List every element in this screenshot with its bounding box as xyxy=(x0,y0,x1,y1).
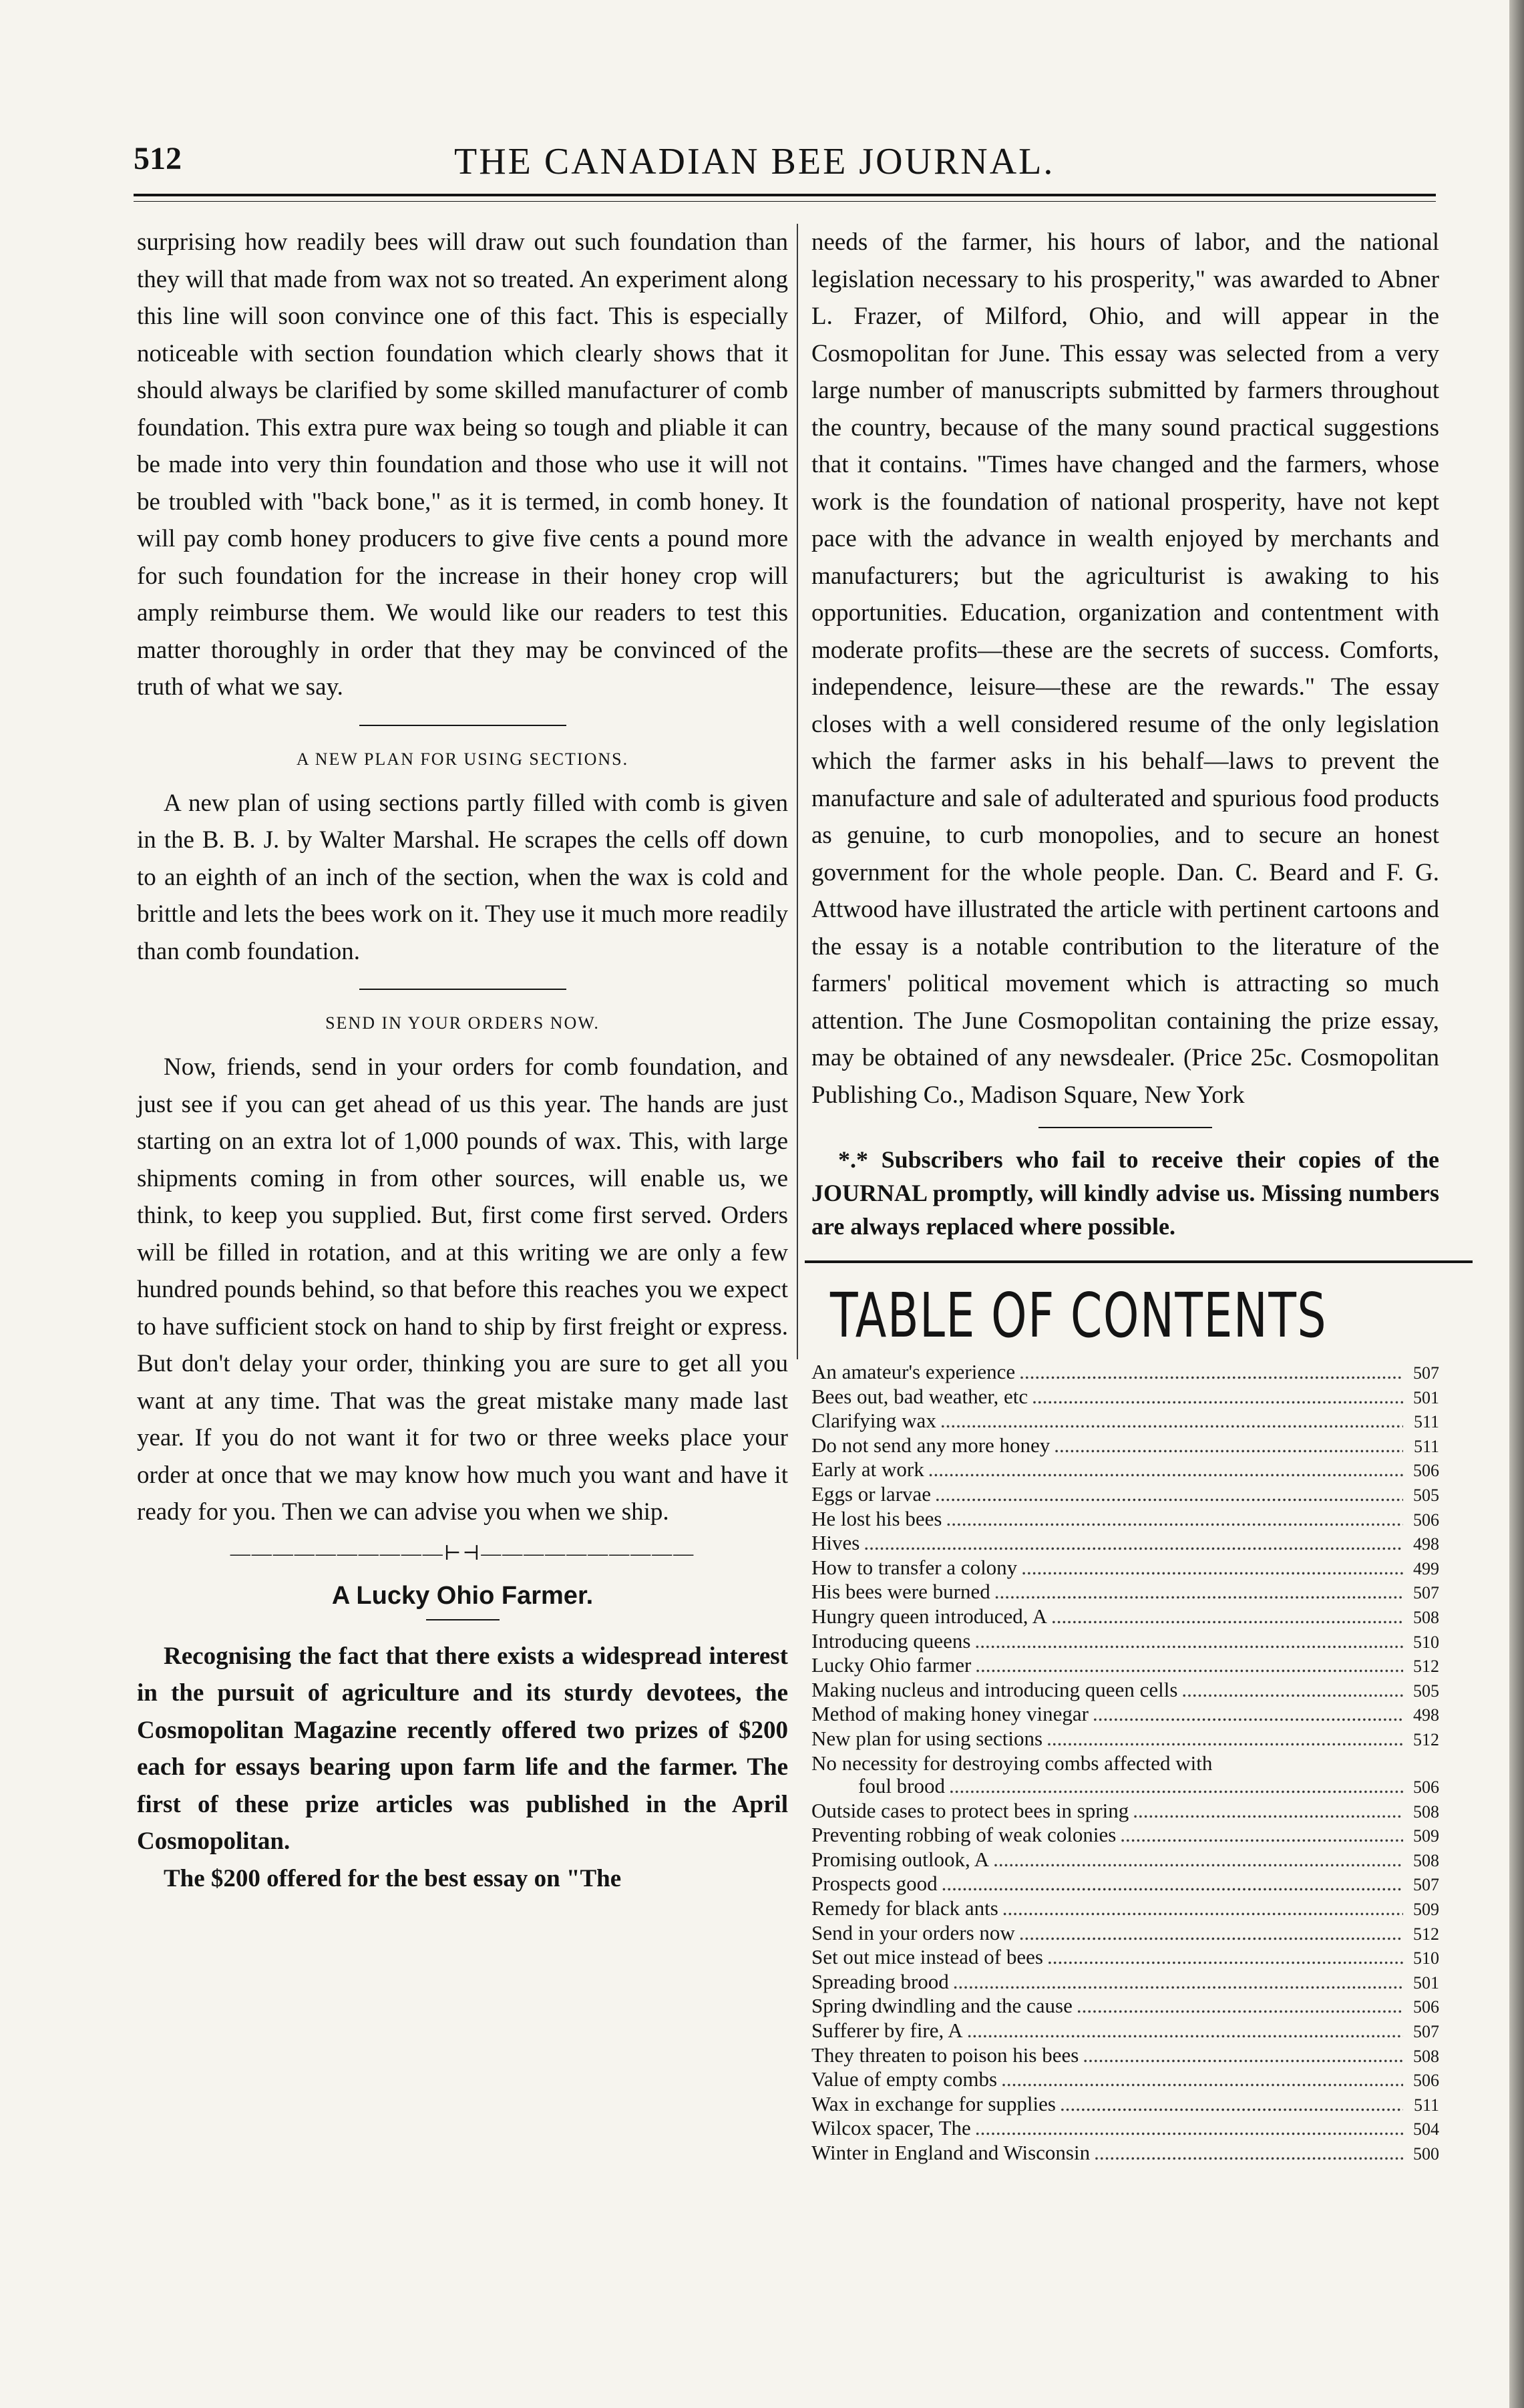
toc-entry-title: Clarifying wax xyxy=(811,1409,936,1433)
page-header xyxy=(134,140,1436,200)
toc-entry xyxy=(811,1458,1439,1483)
toc-leader-dots xyxy=(1001,2068,1403,2091)
section-heading-orders: SEND IN YOUR ORDERS NOW. xyxy=(325,1013,600,1033)
toc-entry-title: Value of empty combs xyxy=(811,2067,998,2091)
toc-entry-page: 506 xyxy=(1413,1510,1439,1530)
toc-leader-dots xyxy=(993,1848,1403,1872)
toc-entry-title: His bees were burned xyxy=(811,1580,990,1604)
toc-entry-title: Bees out, bad weather, etc xyxy=(811,1384,1028,1408)
header-rule xyxy=(134,194,1436,202)
subscriber-notice: *.* Subscribers who fail to receive their copies of the JOURNAL promptly, will kindly advise us. Missing numbers are always replaced where possible. xyxy=(811,1146,1439,1240)
notice-rule xyxy=(805,1260,1473,1263)
toc-entry-page: 508 xyxy=(1413,1850,1439,1870)
toc-entry-page: 511 xyxy=(1413,2095,1439,2115)
toc-entry xyxy=(811,1580,1439,1605)
toc-entry-title: Wax in exchange for supplies xyxy=(811,2091,1056,2115)
toc-leader-dots xyxy=(975,1654,1403,1677)
toc-leader-dots xyxy=(975,2117,1403,2140)
left-paragraph-3: Now, friends, send in your orders for comb foundation, and just see if you can get ahead of us this year. The hands are just starting on an extra lot of 1,000 pounds of wax. This, with large shipments coming in from other sources, will enable us, we think, to keep you supplied. But, first come first served. Orders will be filled in rotation, and at this writing we are only a few hundred pounds behind, so that before this reaches you we expect to have sufficient stock on hand to ship by first freight or express. But don't delay your order, thinking you are sure to get all you want at any time. That was the great mistake many made last year. If you do not want it for two or three weeks place your order at once that we may know how much you want and have it ready for you. Then we can advise you when we ship. xyxy=(137,1053,788,1526)
toc-leader-dots xyxy=(1120,1824,1403,1847)
toc-entry-title: Prospects good xyxy=(811,1872,938,1896)
column-divider xyxy=(797,224,798,1359)
toc-entry xyxy=(811,1508,1439,1532)
toc-entry xyxy=(811,1922,1439,1946)
toc-leader-dots xyxy=(953,1970,1403,1994)
left-paragraph-2: A new plan of using sections partly filled with comb is given in the B. B. J. by Walter Marshal. He scrapes the cells off down to an eighth of an inch of the section, when the wax is cold and brittle and lets the bees work on it. They use it much more readily than comb foundation. xyxy=(137,789,788,965)
toc-entry xyxy=(811,2093,1439,2117)
toc-entry-page: 506 xyxy=(1413,1461,1439,1481)
toc-entry-title: Method of making honey vinegar xyxy=(811,1702,1089,1726)
toc-leader-dots xyxy=(1060,2093,1403,2116)
toc-entry xyxy=(811,2117,1439,2141)
toc-entry-title: Promising outlook, A xyxy=(811,1847,990,1871)
toc-entry-title: Spring dwindling and the cause xyxy=(811,1994,1073,2018)
toc-entry-title: New plan for using sections xyxy=(811,1726,1043,1750)
toc-entry-title: Set out mice instead of bees xyxy=(811,1945,1043,1969)
toc-entry-title: Hives xyxy=(811,1531,860,1555)
section-heading-new-plan: A NEW PLAN FOR USING SECTIONS. xyxy=(296,749,629,769)
article-title: A Lucky Ohio Farmer. xyxy=(331,1581,594,1610)
right-column xyxy=(811,224,1439,2166)
toc-entry xyxy=(811,1872,1439,1897)
toc-leader-dots xyxy=(1047,1946,1403,1969)
page-binding-edge xyxy=(1509,0,1524,2408)
toc-entry xyxy=(811,1361,1439,1385)
toc-leader-dots xyxy=(946,1508,1403,1531)
toc-entry xyxy=(811,1556,1439,1581)
toc-entry-title: Outside cases to protect bees in spring xyxy=(811,1798,1129,1822)
toc-leader-dots xyxy=(1094,2141,1403,2165)
section-rule xyxy=(359,989,566,990)
toc-entry-page: 510 xyxy=(1413,1632,1439,1652)
toc-entry-page: 507 xyxy=(1413,1875,1439,1895)
toc-entry-page: 508 xyxy=(1413,1801,1439,1822)
toc-leader-dots xyxy=(1032,1385,1403,1409)
toc-leader-dots xyxy=(1133,1799,1403,1823)
toc-entry-title: Lucky Ohio farmer xyxy=(811,1653,972,1677)
toc-entry-page: 501 xyxy=(1413,1972,1439,1993)
toc-entry-page: 505 xyxy=(1413,1681,1439,1701)
toc-leader-dots xyxy=(994,1580,1403,1604)
toc-entry-title: Wilcox spacer, The xyxy=(811,2116,971,2140)
toc-entry xyxy=(811,1385,1439,1410)
toc-entry xyxy=(811,1752,1439,1775)
toc-entry-page: 512 xyxy=(1413,1657,1439,1677)
toc-entry-page: 500 xyxy=(1413,2144,1439,2164)
toc-leader-dots xyxy=(1181,1679,1403,1702)
toc-entry-title: Remedy for black ants xyxy=(811,1896,998,1920)
toc-entry xyxy=(811,1995,1439,2019)
toc-entry-title: Spreading brood xyxy=(811,1969,949,1993)
toc-entry-page: 498 xyxy=(1413,1534,1439,1554)
toc-entry-page: 499 xyxy=(1413,1558,1439,1578)
toc-entry-page: 498 xyxy=(1413,1705,1439,1725)
toc-entry-page: 504 xyxy=(1413,2119,1439,2139)
toc-entry-page: 509 xyxy=(1413,1900,1439,1920)
journal-title: THE CANADIAN BEE JOURNAL. xyxy=(454,141,1055,182)
toc-leader-dots xyxy=(942,1872,1403,1896)
toc-entry-page: 511 xyxy=(1413,1436,1439,1456)
section-rule xyxy=(359,725,566,726)
toc-entry-page: 506 xyxy=(1413,2071,1439,2091)
toc-entry-page: 507 xyxy=(1413,2022,1439,2042)
toc-entry xyxy=(811,1970,1439,1995)
toc-entry-page: 501 xyxy=(1413,1387,1439,1407)
page-number: 512 xyxy=(134,141,182,176)
toc-entry-page: 507 xyxy=(1413,1583,1439,1603)
section-rule xyxy=(1038,1127,1212,1128)
toc-leader-dots xyxy=(1093,1703,1403,1726)
toc-entry-title: foul brood xyxy=(858,1774,946,1798)
toc-entry-page: 505 xyxy=(1413,1485,1439,1505)
toc-entry-page: 507 xyxy=(1413,1363,1439,1383)
toc-entry-title: Hungry queen introduced, A xyxy=(811,1604,1047,1628)
toc-entry-page: 509 xyxy=(1413,1826,1439,1846)
toc-entry-title: He lost his bees xyxy=(811,1506,942,1530)
toc-leader-dots xyxy=(1046,1727,1403,1751)
toc-entry xyxy=(811,1703,1439,1727)
toc-entry-title: How to transfer a colony xyxy=(811,1555,1018,1579)
toc-entry-page: 510 xyxy=(1413,1948,1439,1968)
toc-entry xyxy=(811,1679,1439,1703)
toc-entry xyxy=(811,1848,1439,1873)
title-rule xyxy=(426,1619,500,1620)
toc-leader-dots xyxy=(1002,1897,1403,1920)
toc-entry xyxy=(811,1605,1439,1630)
toc-entry-title: Eggs or larvae xyxy=(811,1482,932,1506)
toc-entry xyxy=(811,1727,1439,1752)
toc-entry xyxy=(811,1799,1439,1824)
left-paragraph-4: Recognising the fact that there exists a widespread interest in the pursuit of agriculture and its sturdy devotees, the Cosmopolitan Magazine recently offered two prizes of $200 each for essays bearing upon farm life and the farmer. The first of these prize articles was published in the April Cosmopolitan. xyxy=(137,1642,788,1855)
toc-leader-dots xyxy=(1051,1605,1403,1628)
toc-entry xyxy=(811,2141,1439,2166)
toc-leader-dots xyxy=(1077,1995,1403,2018)
toc-leader-dots xyxy=(935,1483,1403,1506)
toc-entry xyxy=(811,1630,1439,1655)
toc-leader-dots xyxy=(1019,1361,1403,1384)
toc-leader-dots xyxy=(967,2019,1403,2043)
toc-entry-page: 511 xyxy=(1413,1412,1439,1432)
toc-entry-title: They threaten to poison his bees xyxy=(811,2043,1079,2067)
toc-leader-dots xyxy=(974,1630,1403,1653)
toc-leader-dots xyxy=(1021,1556,1403,1580)
toc-entry-page: 512 xyxy=(1413,1729,1439,1749)
toc-leader-dots xyxy=(928,1458,1403,1482)
toc-entry-title: An amateur's experience xyxy=(811,1360,1016,1383)
toc-entry xyxy=(811,2068,1439,2093)
toc-leader-dots xyxy=(864,1532,1403,1555)
ornamental-divider: ——————————⊢⊣—————————— xyxy=(230,1542,695,1564)
toc-entry-title: Early at work xyxy=(811,1457,924,1482)
toc-entry-page: 512 xyxy=(1413,1924,1439,1944)
toc-entry-title: Do not send any more honey xyxy=(811,1433,1051,1457)
left-paragraph-1: surprising how readily bees will draw out such foundation than they will that made from wax not so treated. An experiment along this line will soon convince one of this fact. This is especially noticeable with section foundation which clearly shows that it should always be clarified by some skilled manufacturer of comb foundation. This extra pure wax being so tough and pliable it can be made into very thin foundation and those who use it will not be troubled with "back bone," as it is termed, in comb honey. It will pay comb honey producers to give five cents a pound more for such foundation for the increase in their honey crop will amply reimburse them. We would like our readers to test this matter thoroughly in order that they may be convinced of the truth of what we say. xyxy=(137,228,788,701)
toc-entry-page: 508 xyxy=(1413,1607,1439,1627)
toc-leader-dots xyxy=(1083,2044,1403,2067)
toc-entry-title: Sufferer by fire, A xyxy=(811,2019,963,2043)
toc-entry xyxy=(811,1483,1439,1508)
toc-title: TABLE OF CONTENTS xyxy=(830,1280,1328,1351)
toc-entry xyxy=(811,1824,1439,1848)
left-column xyxy=(137,224,788,1897)
toc-entry xyxy=(811,1532,1439,1556)
toc-leader-dots xyxy=(940,1409,1403,1433)
toc-entry xyxy=(811,1775,1439,1799)
toc-leader-dots xyxy=(1019,1922,1403,1945)
toc-entry xyxy=(811,1409,1439,1434)
toc-entry-title: No necessity for destroying combs affected with xyxy=(811,1751,1213,1775)
right-paragraph-1: needs of the farmer, his hours of labor, and the national legislation necessary to his prosperity," was awarded to Abner L. Frazer, of Milford, Ohio, and will appear in the Cosmopolitan for June. This essay was selected from a very large number of manuscripts submitted by farmers throughout the country, because of the many sound practical suggestions that it contains. "Times have changed and the farmers, whose work is the foundation of national prosperity, have not kept pace with the advance in wealth enjoyed by merchants and manufacturers; but the agriculturist is awaking to his opportunities. Education, organization and contentment with moderate profits—these are the secrets of success. Comforts, independence, leisure—these are the rewards." The essay closes with a well considered resume of the only legislation which the farmer asks in his behalf—laws to prevent the manufacture and sale of adulterated and spurious food products as genuine, to curb monopolies, and to secure an honest government for the whole people. Dan. C. Beard and F. G. Attwood have illustrated the article with pertinent cartoons and the essay is a notable contribution to the literature of the farmers' political movement which is attracting so much attention. The June Cosmopolitan containing the prize essay, may be obtained of any newsdealer. (Price 25c. Cosmopolitan Publishing Co., Madison Square, New York xyxy=(811,228,1439,1109)
toc-entry-title: Winter in England and Wisconsin xyxy=(811,2141,1091,2164)
toc-leader-dots xyxy=(949,1775,1403,1798)
toc-entry xyxy=(811,1946,1439,1970)
toc-entry-page: 506 xyxy=(1413,1777,1439,1797)
toc-entry-title: Preventing robbing of weak colonies xyxy=(811,1823,1117,1847)
toc-entry-title: Send in your orders now xyxy=(811,1920,1015,1944)
toc-leader-dots xyxy=(1054,1434,1403,1457)
toc-entry xyxy=(811,1434,1439,1459)
toc-entry-page: 506 xyxy=(1413,1997,1439,2017)
toc-entry-title: Introducing queens xyxy=(811,1628,971,1653)
toc-entry xyxy=(811,2019,1439,2044)
toc-entry xyxy=(811,1654,1439,1679)
toc-entry xyxy=(811,2044,1439,2069)
left-paragraph-5: The $200 offered for the best essay on "The xyxy=(164,1864,622,1892)
toc-list xyxy=(811,1361,1439,2166)
toc-entry-title: Making nucleus and introducing queen cells xyxy=(811,1677,1178,1701)
toc-entry xyxy=(811,1897,1439,1922)
toc-entry-page: 508 xyxy=(1413,2046,1439,2066)
